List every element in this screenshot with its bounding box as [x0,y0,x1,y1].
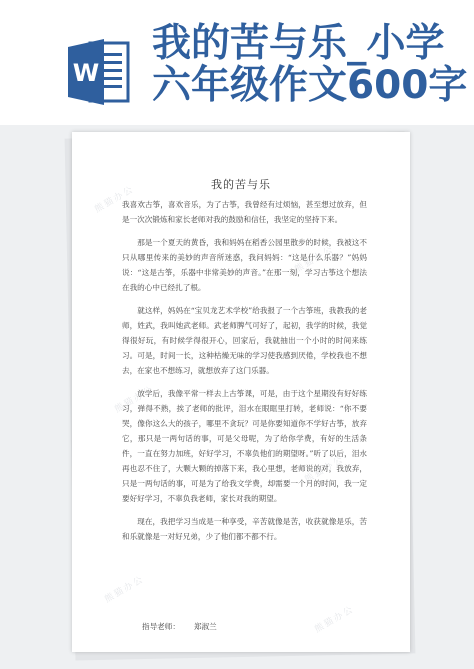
paragraph: 那是一个夏天的黄昏，我和妈妈在稻香公园里散步的时候，我被这不只从哪里传来的美妙的声音所迷惑，我问妈妈：“这是什么乐器？”妈妈说：“这是古筝，乐器中非常美妙的声音。”在那一刻，学习古筝这个想法在我的心中已经扎了根。 [122,238,367,293]
paragraph: 现在，我把学习当成是一种享受，辛苦就像是苦，收获就像是乐，苦和乐就像是一对好兄弟，少了他们都不都不行。 [122,517,367,542]
paragraph: 我喜欢古筝，喜欢音乐，为了古筝，我曾经有过烦恼，甚至想过放弃，但是一次次锻炼和家长老师对我的鼓励和信任，我坚定的坚持下来。 [122,200,367,224]
watermark: 熊猫办公 [113,384,157,416]
watermark: 熊猫办公 [303,454,347,486]
document-page [72,132,410,652]
banner-title-line-1: 我的苦与乐_小学 [152,21,445,66]
watermark: 熊猫办公 [313,604,357,636]
logo-letter: W [72,59,100,87]
document-body [122,198,367,554]
paragraph: 放学后，我像平常一样去上古筝课，可是，由于这个星期没有好好练习，弹得不熟，挨了老师的批评，泪水在眼眶里打转，老师说：“你不要哭，像你这么大的孩子，哪里不贪玩？可是你要知道你不学好古筝，放弃它，那只是一两句话的事，可是父母呢，为了给你学费，有好的生活条件，一直在努力加班，好好学习，不辜负他们的期望呀。”听了以后，泪水再也忍不住了，大颗大颗的掉落下来，我心里想，老师说的对，我放弃，只是一两句话的事，可是为了给我文学费，却需要一个月的时间，我一定要好好学习，不辜负我老师，家长对我的期望。 [122,389,367,503]
watermark: 熊猫办公 [103,574,147,606]
signature-line [142,621,231,632]
paragraph: 就这样，妈妈在“宝贝龙艺术学校”给我报了一个古筝班，我教我的老师，姓武，我叫她武老师。武老师脾气可好了，起初，我学的时候，我觉得很好玩，有时候学得很开心，回家后，我就抽出一个小时的时间来练习。可是，时间一长，这种枯燥无味的学习使我感到厌倦，学校我也不想去，在家也不想练习，就想放弃了这门乐器。 [122,306,367,376]
watermark: 熊猫办公 [293,244,337,276]
document-title: 我的苦与乐 [211,178,271,191]
header-banner [0,0,474,125]
word-document-icon [68,37,130,107]
signature-label: 指导老师： [142,622,180,631]
watermark: 熊猫办公 [93,184,137,216]
banner-title-line-2: 六年级作文600字 [152,63,468,108]
signature-name: 郑淑兰 [193,622,217,631]
